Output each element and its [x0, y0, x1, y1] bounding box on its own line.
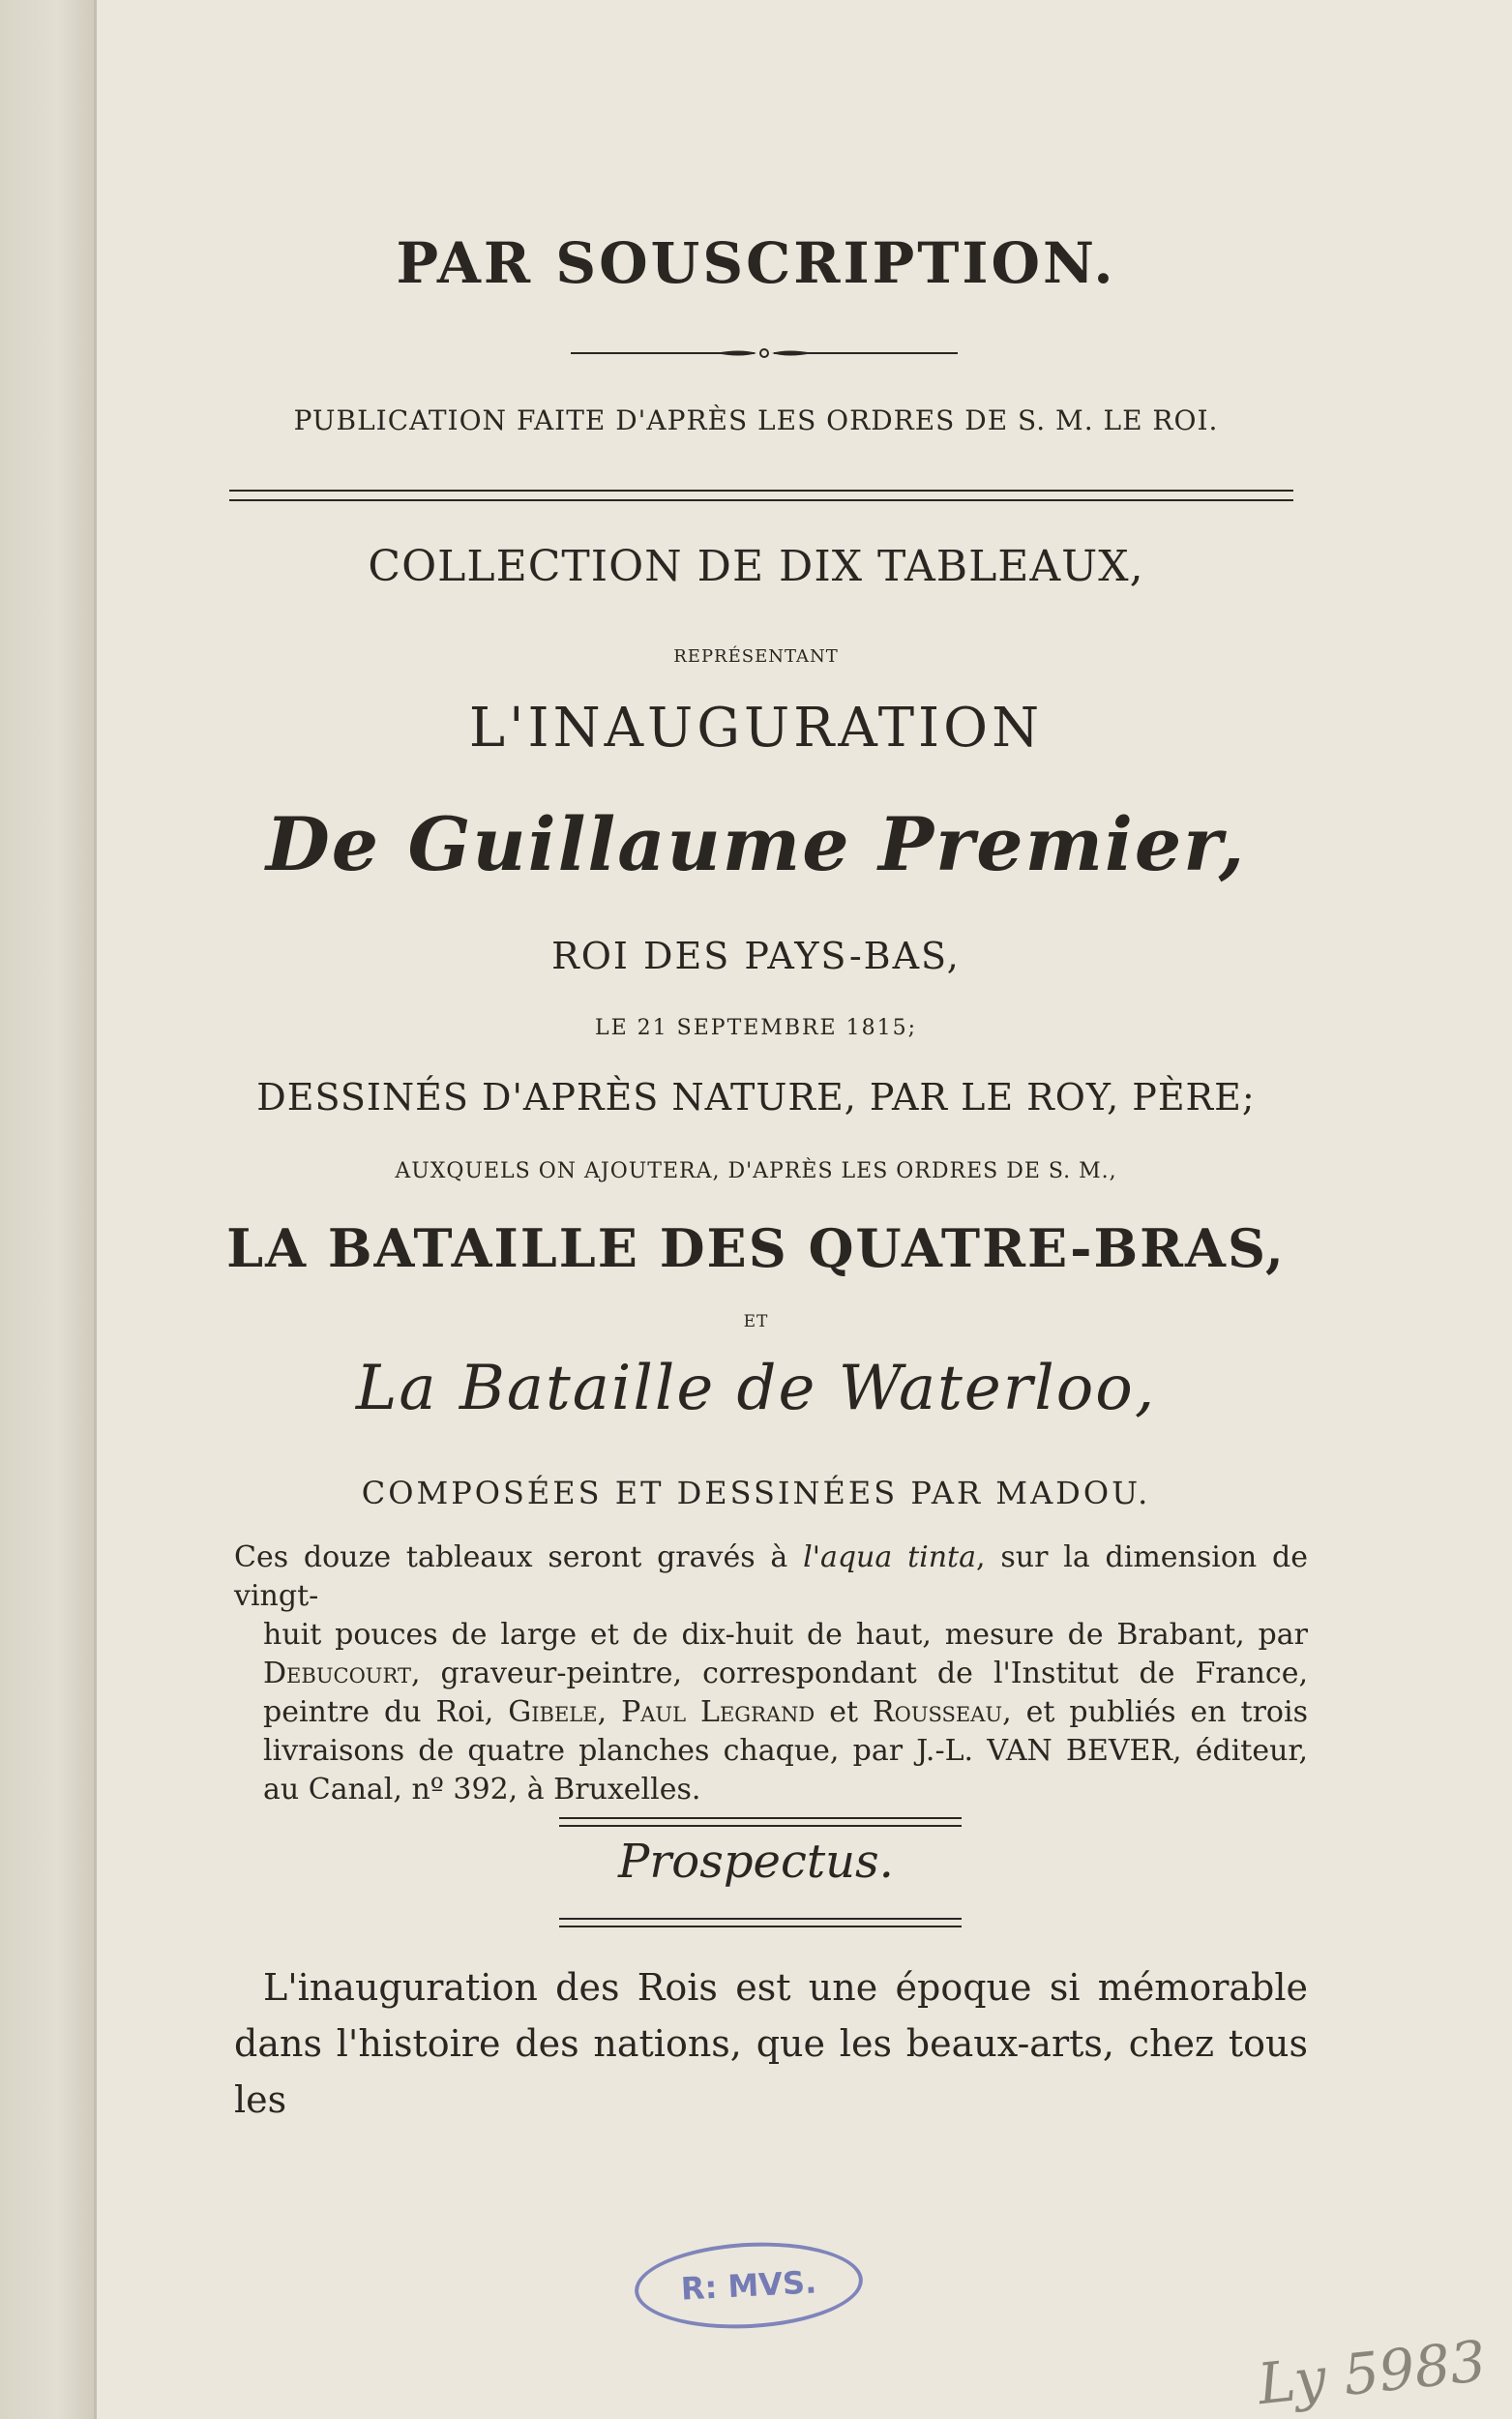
text-span: huit pouces de large et de dix-huit de haut, mesure de Brabant, par — [263, 1618, 1308, 1652]
smallcaps-span: Paul Legrand — [621, 1695, 815, 1729]
text-span: , sur la dimension de vingt- — [234, 1540, 1308, 1613]
dessines-line: DESSINÉS D'APRÈS NATURE, PAR LE ROY, PÈRE; — [256, 1076, 1256, 1119]
collection-heading: COLLECTION DE DIX TABLEAUX, — [368, 542, 1144, 591]
prospectus-text — [234, 1959, 1308, 2128]
smallcaps-span: Gibele — [508, 1695, 598, 1729]
text-span: peintre du Roi, — [263, 1695, 509, 1729]
text-span: livraisons de quatre planches chaque, par J.-L. VAN BEVER, éditeur, — [263, 1734, 1308, 1768]
text-span: , — [597, 1695, 622, 1729]
composees-line: COMPOSÉES ET DESSINÉES PAR MADOU. — [361, 1475, 1151, 1511]
paragraph-line — [234, 1616, 1308, 1655]
paragraph-line — [234, 1732, 1308, 1771]
document-title: PAR SOUSCRIPTION. — [396, 230, 1116, 296]
bataille-quatre-bras-heading: LA BATAILLE DES QUATRE-BRAS, — [226, 1217, 1286, 1279]
paragraph-line — [234, 1693, 1308, 1732]
paragraph-line — [234, 1655, 1308, 1693]
prospectus-rule-top — [559, 1817, 962, 1827]
inauguration-heading: L'INAUGURATION — [468, 697, 1044, 760]
shelfmark-annotation: Ly 5983 — [1255, 2327, 1490, 2418]
prospectus-heading: Prospectus. — [618, 1835, 894, 1889]
italic-span: l'aqua tinta — [803, 1540, 976, 1574]
description-paragraph — [234, 1538, 1308, 1809]
page-spine — [0, 0, 97, 2419]
smallcaps-span: Rousseau — [873, 1695, 1003, 1729]
roi-heading: ROI DES PAYS-BAS, — [551, 935, 961, 977]
paragraph-line — [234, 1538, 1308, 1616]
guillaume-heading: De Guillaume Premier, — [265, 801, 1247, 887]
smallcaps-span: Debucourt — [263, 1657, 411, 1690]
text-span: et — [815, 1695, 874, 1729]
ornament-divider-icon — [571, 348, 958, 358]
prospectus-line: dans l'histoire des nations, que les beaux-arts, chez tous les — [234, 2022, 1308, 2121]
text-span: Ces douze tableaux seront gravés à — [234, 1540, 804, 1574]
date-line: LE 21 SEPTEMBRE 1815; — [594, 1016, 918, 1040]
text-span: , graveur-peintre, correspondant de l'Institut de France, — [410, 1657, 1308, 1690]
paragraph-line — [234, 1771, 1308, 1809]
library-stamp: R: MVS. — [633, 2237, 865, 2334]
text-span: au Canal, nº 392, à Bruxelles. — [263, 1773, 701, 1807]
prospectus-rule-bottom — [559, 1918, 962, 1927]
auxquels-line: AUXQUELS ON AJOUTERA, D'APRÈS LES ORDRES DE S. M., — [395, 1159, 1117, 1183]
et-label: ET — [743, 1312, 769, 1331]
prospectus-line: L'inauguration des Rois est une époque si mémorable — [263, 1966, 1308, 2009]
text-span: , et publiés en trois — [1002, 1695, 1308, 1729]
publication-line: PUBLICATION FAITE D'APRÈS LES ORDRES DE S. M. LE ROI. — [293, 404, 1219, 436]
representant-label: REPRÉSENTANT — [673, 646, 839, 667]
bataille-waterloo-heading: La Bataille de Waterloo, — [355, 1353, 1157, 1424]
double-rule — [229, 490, 1293, 501]
